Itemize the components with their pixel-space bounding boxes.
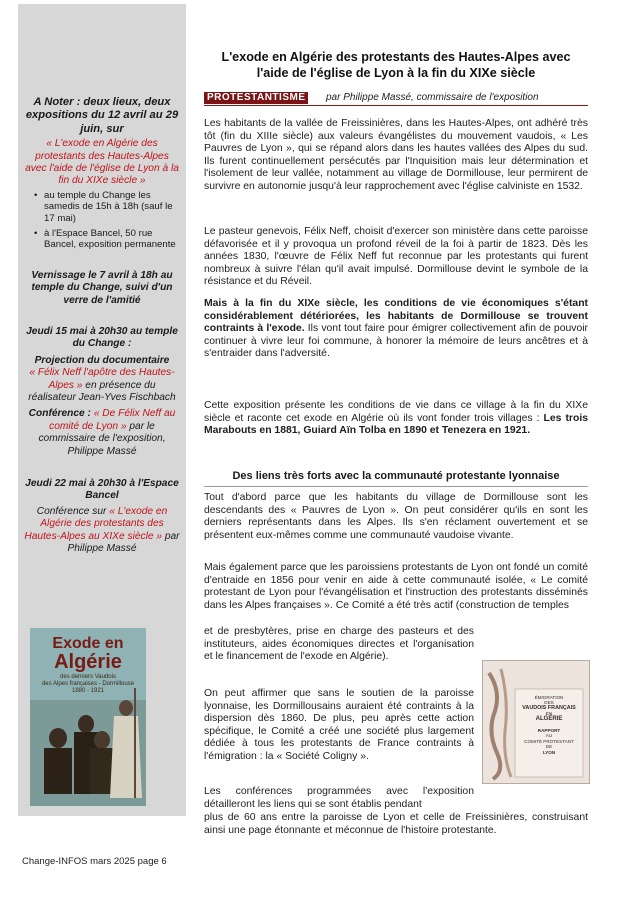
event2-intro: Conférence sur [36,505,110,517]
paragraph-4 [204,400,588,438]
venue-item: • au temple du Change les samedis de 15h à 18h (sauf le 17 mai) [34,190,180,225]
paragraph-1: Les habitants de la vallée de Freissinières, dans les Hautes-Alpes, ont adhéré très tôt (fin du XIIIe siècle) aux valeurs évangélistes du mouvement vaudois, « Les Pauvres de Lyon », qui se répand alors dans les hautes vallées des Alpes du sud. Ils furent continuellement persécutés par l'Inquisition mais leur détermination et l'isolement de leur vallée, notamment au village de Dormillouse, leur permirent de survivre en autonomie jusqu'à leur rapprochement avec l'église calviniste en 1532. [204,118,588,192]
paragraph-8a: Les conférences programmées avec l'exposition détailleront les liens qui se sont établis pendant [204,786,474,810]
report-line: DE [545,744,553,750]
venue-item: • à l'Espace Bancel, 50 rue Bancel, exposition permanente [34,228,180,251]
poster-title-line2: Algérie [54,651,122,673]
article-meta [204,92,588,106]
paragraph-2: Le pasteur genevois, Félix Neff, choisit d'exercer son ministère dans cette paroisse défavorisée et il y provoqua un profond réveil de la foi à partir de 1823. Dès les années 1830, l'œuvre de Félix Neff fut reconnue par les protestants qui furent nombreux à suivre l'élan qu'il avait impulsé. Dormillouse devint le symbole de la résistance et du Réveil. [204,226,588,288]
vernissage-text: Vernissage le 7 avril à 18h au temple du Change, suivi d'un verre de l'amitié [31,270,173,306]
report-line: ALGÉRIE [535,715,563,722]
paragraph-3-rest: Ils vont tout faire pour émigrer collectivement afin de pouvoir continuer à vivre leur foi commune, à honorer la mémoire de leurs ancêtres et à s'entraider dans l'adversité. [204,323,589,360]
exhibition-poster [30,628,146,806]
event1-conference-details: par le commissaire de l'exposition, Philippe Massé [38,420,166,457]
event2-block [24,478,180,555]
paragraph-6a: Mais également parce que les paroissiens protestants de Lyon ont fondé un comité d'entraide en 1856 pour venir en aide à cette communauté isolée, « Le comité protestant de Lyon pour l'évangélisation et l'instruction des protestants disséminés dans les Alpes françaises ». Ce Comité a été très actif (construction de temples [204,562,588,611]
report-line: DES [544,700,554,706]
paragraph-8b: plus de 60 ans entre la paroisse de Lyon et celle de Freissinières, construisant ainsi une page étonnante et méconnue de l'histoire protestante. [204,812,588,836]
article-title: L'exode en Algérie des protestants des Hautes-Alpes avec l'aide de l'église de Lyon à la fin du XIXe siècle [221,50,571,80]
vernissage-block [24,270,180,307]
event1-block [24,326,180,458]
poster-subtitle-line2: des Alpes françaises - Dormillouse [41,681,135,687]
article-header [204,50,588,81]
article-byline: par Philippe Massé, commissaire de l'exposition [326,92,539,103]
page-footer: Change-INFOS mars 2025 page 6 [22,856,167,867]
event1-projection-label: Projection du documentaire [34,354,170,366]
poster-photo-illustration [30,628,146,806]
event2-conference-title: « L'exode en Algérie des protestants des Hautes-Alpes au XIXe siècle » [24,505,168,542]
report-cover-illustration [482,660,590,784]
notice-exhibition-title: « L'exode en Algérie des protestants des Hautes-Alpes avec l'aide de l'église de Lyon à la fin du XIXe siècle » [25,138,179,187]
event1-film-details: en présence du réalisateur Jean-Yves Fischbach [28,379,176,404]
event1-film-title: « Félix Neff l'apôtre des Hautes-Alpes » [29,367,175,391]
report-line: EN [545,711,553,717]
event1-heading: Jeudi 15 mai à 20h30 au temple du Change : [26,326,178,350]
report-cover-text [517,695,581,755]
category-tag: PROTESTANTISME [204,92,308,104]
venue-list [24,190,180,251]
report-line: COMITÉ PROTESTANT [524,738,574,744]
paragraph-6b: et de presbytères, prise en charge des pasteurs et des instituteurs, aides économiques directes et l'organisation et le financement de l'exode en Algérie). [204,626,474,663]
event2-heading: Jeudi 22 mai à 20h30 à l'Espace Bancel [25,478,179,502]
poster-title-line1: Exode en [52,635,124,652]
paragraph-3-emphasis: Mais à la fin du XIXe siècle, les conditions de vie économiques s'étant considérablement détériorées, les habitants de Dormillouse se trouvent contraints à l'exode. [204,298,588,335]
paragraph-3 [204,298,588,361]
event1-conference-label: Conférence : [28,408,91,420]
paragraph-4-villages: Les trois Marabouts en 1881, Guiard Aïn Tolba en 1890 et Tenezera en 1921. [204,412,588,437]
report-line: LYON [542,749,556,755]
paragraph-7: On peut affirmer que sans le soutien de la paroisse lyonnaise, les Dormillousains auraient été contraints à la dispersion dès 1860. De plus, peu après cette action spécifique, le Comité a créé une société plus largement dédiée à tous les protestants de France contraints à l'émigration : la « Société Coligny ». [204,688,474,762]
section-heading: Des liens très forts avec la communauté protestante lyonnaise [232,470,560,482]
notice-heading: A Noter : deux lieux, deux expositions du 12 avril au 29 juin, sur [25,96,179,135]
report-line: VAUDOIS FRANÇAIS [522,704,576,711]
section-divider [204,486,588,487]
event2-speaker: par Philippe Massé [67,530,180,555]
report-line: AU [545,733,553,739]
poster-subtitle-line1: des derniers Vaudois [60,674,116,680]
report-line: ÉMIGRATION [534,695,564,700]
poster-subtitle-line3: 1880 - 1921 [71,688,105,694]
paragraph-4-intro: Cette exposition présente les conditions de vie dans ce village à la fin du XIXe siècle et raconte cet exode en Algérie où ils vont fonder trois villages : [204,400,588,424]
notice-block [24,96,180,254]
report-line: RAPPORT [537,728,561,734]
event1-conference-title: « De Félix Neff au comité de Lyon » [49,408,176,432]
paragraph-5: Tout d'abord parce que les habitants du village de Dormillouse sont les descendants des « Pauvres de Lyon ». On peut considérer qu'ils en sont les derniers représentants dans les Alpes. Ils s'en réclament ouvertement et se présentent eux-mêmes comme une communauté vaudoise vivante. [204,492,588,541]
